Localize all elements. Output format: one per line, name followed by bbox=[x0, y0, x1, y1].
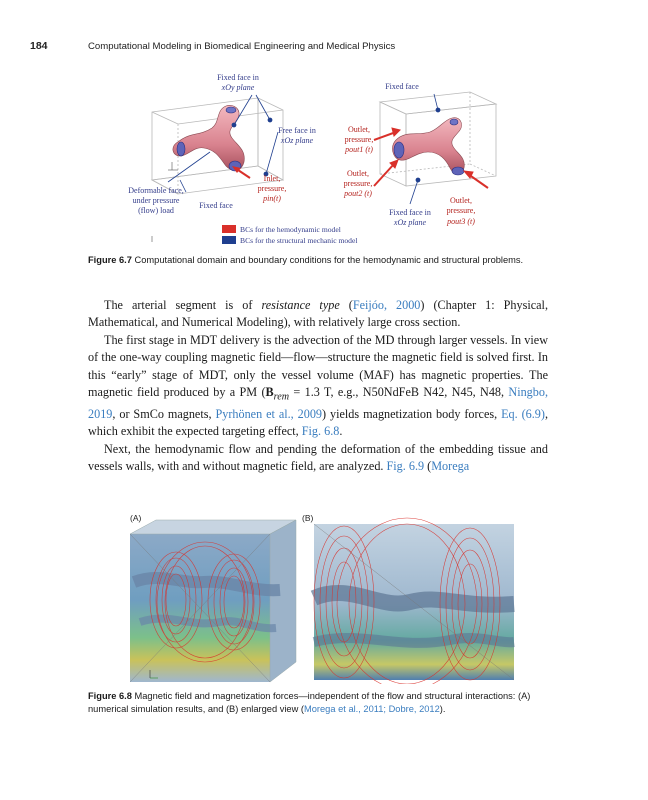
label-fixed-face-xoz: Fixed face in bbox=[389, 208, 431, 217]
figure-6-8-caption: Figure 6.8 Magnetic field and magnetization forces—independent of the flow and structural interactions: (A) numerical simulation results, and (B) enlarged view (Morega et al., 2011; Dobre, 2012). bbox=[88, 691, 531, 714]
svg-text:pout1 (t): pout1 (t) bbox=[345, 145, 373, 154]
label-fixed-face-top: Fixed face bbox=[385, 82, 419, 91]
label-fixed-face-left: Fixed face bbox=[199, 201, 233, 210]
label-free-face: Free face in bbox=[278, 126, 316, 135]
svg-text:pout2 (t): pout2 (t) bbox=[344, 189, 372, 198]
page-number: 184 bbox=[30, 40, 48, 52]
paragraph-2: The first stage in MDT delivery is the advection of the MD through larger vessels. In view of the one-way coupling magnetic field—flow—structure the magnetic field is solved first. In this “early” stage of MDT, only the vessel volume (MAF) has magnetic properties. The magnetic field produced by a PM ($B_{rem} = 1.3$ T, e.g., N50NdFeB N42, N45, N48, Ningbo, 2019, or SmCo magnets, Pyrhönen et al., 2009) yields magnetization body forces, Eq. (6.9), which exhibit the expected targeting effect, Fig. 6.8. bbox=[88, 332, 549, 439]
citation-link[interactable]: Morega bbox=[431, 459, 470, 474]
svg-text:(flow) load: (flow) load bbox=[138, 206, 174, 215]
caption-label: Figure 6.7 bbox=[88, 255, 132, 265]
panel-b-label: (B) bbox=[302, 513, 314, 523]
citation-link[interactable]: Ningbo, 2019 bbox=[88, 385, 548, 421]
paragraph-3: Next, the hemodynamic flow and pending the deformation of the embedding tissue and vessels walls, with and without magnetic field, are analyzed. Fig. 6.9 (Morega bbox=[88, 441, 548, 474]
body-text bbox=[88, 297, 548, 476]
svg-text:pout3 (t): pout3 (t) bbox=[447, 217, 475, 226]
label-deformable: Deformable face, bbox=[128, 186, 184, 195]
figure-6-7-caption bbox=[88, 254, 546, 267]
left-vessel bbox=[173, 105, 244, 171]
svg-text:pin(t): pin(t) bbox=[263, 194, 281, 203]
caption-text: Computational domain and boundary conditions for the hemodynamic and structural problems. bbox=[134, 255, 524, 265]
citation-link[interactable]: Pyrhönen et al., 2009 bbox=[215, 406, 323, 421]
label-outlet-1: Outlet, bbox=[348, 125, 370, 134]
svg-text:pressure,: pressure, bbox=[257, 184, 287, 193]
label-outlet-2: Outlet, bbox=[347, 169, 369, 178]
label-fixed-face-xoy: Fixed face in bbox=[217, 73, 259, 82]
svg-text:pressure,: pressure, bbox=[446, 206, 476, 215]
legend-swatch-structural bbox=[222, 236, 236, 244]
figure-6-7 bbox=[108, 70, 540, 248]
figure-link[interactable]: Fig. 6.9 bbox=[386, 459, 425, 474]
equation-link[interactable]: Eq. (6.9) bbox=[501, 406, 545, 421]
panel-a-image bbox=[130, 520, 296, 682]
figure-6-8 bbox=[130, 512, 520, 684]
citation-link[interactable]: Feijóo, 2000 bbox=[352, 298, 421, 312]
paragraph-1: The arterial segment is of resistance type (Feijóo, 2000) (Chapter 1: Physical, Mathematical, and Numerical Modeling), with relatively large cross section. bbox=[88, 298, 548, 330]
running-header bbox=[30, 40, 608, 52]
legend-structural: BCs for the structural mechanic model bbox=[240, 236, 358, 245]
label-outlet-3: Outlet, bbox=[450, 196, 472, 205]
svg-text:pressure,: pressure, bbox=[344, 135, 374, 144]
svg-text:under pressure: under pressure bbox=[132, 196, 180, 205]
figure-link[interactable]: Fig. 6.8 bbox=[301, 424, 340, 439]
legend-swatch-hemodynamic bbox=[222, 225, 236, 233]
panel-b-image bbox=[314, 518, 514, 684]
citation-link[interactable]: Morega et al., 2011; Dobre, 2012 bbox=[304, 703, 440, 714]
panel-a-label: (A) bbox=[130, 513, 142, 523]
caption-label: Figure 6.8 bbox=[88, 691, 132, 701]
svg-text:xOz plane: xOz plane bbox=[393, 218, 427, 227]
svg-text:pressure,: pressure, bbox=[343, 179, 373, 188]
label-inlet: Inlet, bbox=[263, 174, 281, 183]
figure1-legend bbox=[222, 225, 357, 245]
running-title: Computational Modeling in Biomedical Engineering and Medical Physics bbox=[88, 41, 396, 52]
right-vessel bbox=[393, 118, 465, 175]
legend-hemodynamic: BCs for the hemodynamic model bbox=[240, 225, 341, 234]
svg-text:xOz plane: xOz plane bbox=[280, 136, 314, 145]
svg-text:xOy plane: xOy plane bbox=[221, 83, 255, 92]
